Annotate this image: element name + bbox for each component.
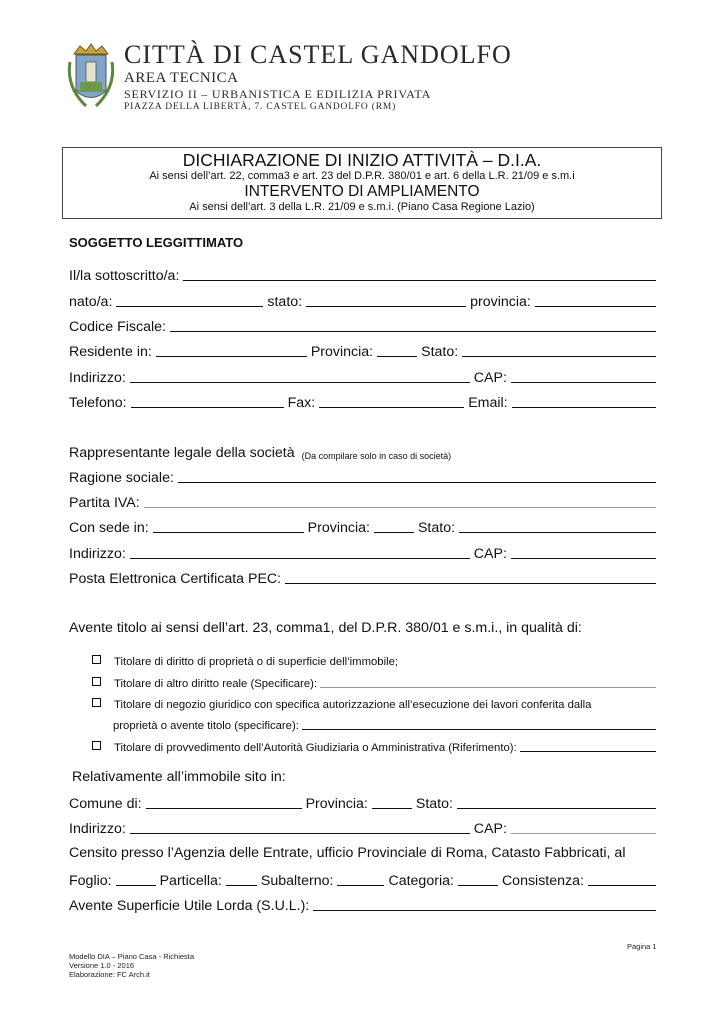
titolo-heading: Avente titolo ai sensi dell’art. 23, comma1, del D.P.R. 380/01 e s.m.i., in qualità di: [69,620,582,636]
field-partita-iva[interactable] [144,492,656,508]
row-nato [69,290,656,310]
label-stato-immobile: Stato: [415,796,453,812]
header-area: AREA TECNICA [124,70,239,86]
label-nato: nato/a: [69,294,113,310]
label-ragione-sociale: Ragione sociale: [69,470,174,486]
checkbox-negozio-giuridico[interactable] [92,698,101,707]
checkbox-diritto-reale[interactable] [92,677,101,686]
footer-info [69,952,194,979]
label-comune: Comune di: [69,796,142,812]
label-partita-iva: Partita IVA: [69,495,140,511]
section-heading-soggetto: SOGGETTO LEGGITTIMATO [69,235,244,250]
label-negozio-giuridico-cont: proprietà o avente titolo (specificare): [113,720,299,732]
field-fax[interactable] [319,392,464,408]
field-foglio[interactable] [116,870,156,886]
intervention-title: INTERVENTO DI AMPLIAMENTO [244,183,480,200]
header-city-name: CITTÀ DI CASTEL GANDOLFO [124,40,512,69]
document-title: DICHIARAZIONE DI INIZIO ATTIVITÀ – D.I.A. [182,150,542,170]
checkbox-proprieta[interactable] [92,655,101,664]
row-catasto [69,869,656,889]
field-email[interactable] [512,392,656,408]
censito-text: Censito presso l’Agenzia delle Entrate, ufficio Provinciale di Roma, Catasto Fabbricati, al [69,845,626,861]
field-indirizzo[interactable] [130,367,470,383]
label-email: Email: [468,395,508,411]
header-address: PIAZZA DELLA LIBERTÀ, 7. CASTEL GANDOLFO (RM) [124,102,397,112]
immobile-heading: Relativamente all’immobile sito in: [72,769,286,785]
row-ragione-sociale [69,466,656,486]
row-partita-iva [69,491,656,511]
field-provincia[interactable] [535,291,656,307]
label-rappresentante: Rappresentante legale della società [69,445,295,461]
label-fax: Fax: [287,395,316,411]
label-diritto-reale: Titolare di altro diritto reale (Specificare): [114,678,318,690]
option-negozio-giuridico [92,695,656,711]
label-consistenza: Consistenza: [501,873,584,889]
field-sede[interactable] [153,517,304,533]
option-diritto-reale [92,674,656,690]
city-crest-logo [66,42,116,112]
field-sottoscritto[interactable] [183,265,656,281]
label-provincia: provincia: [470,294,531,310]
field-indirizzo-societa[interactable] [130,543,470,559]
label-negozio-giuridico: Titolare di negozio giuridico con specifica autorizzazione all’esecuzione dei lavori conferita dalla [114,699,592,711]
label-sottoscritto: Il/la sottoscritto/a: [69,268,180,284]
field-nato[interactable] [116,291,263,307]
checkbox-provvedimento[interactable] [92,741,101,750]
row-indirizzo-immobile [69,817,656,837]
label-residente: Residente in: [69,344,152,360]
label-indirizzo: Indirizzo: [69,370,126,386]
label-provincia-residenza: Provincia: [310,344,374,360]
row-rappresentante [69,441,656,461]
row-indirizzo [69,366,656,386]
label-codice-fiscale: Codice Fiscale: [69,319,166,335]
field-provincia-sede[interactable] [374,517,414,533]
field-consistenza[interactable] [588,870,656,886]
label-indirizzo-immobile: Indirizzo: [69,821,126,837]
label-provvedimento: Titolare di provvedimento dell’Autorità Giudiziaria o Amministrativa (Riferimento): [114,742,517,754]
field-subalterno[interactable] [337,870,384,886]
label-stato-sede: Stato: [417,520,456,536]
footer-version: Versione 1.0 - 2016 [69,961,135,970]
header-service: SERVIZIO II – URBANISTICA E EDILIZIA PRIVATA [124,87,432,101]
row-sede [69,516,656,536]
field-cap[interactable] [511,367,656,383]
label-cap-societa: CAP: [473,546,507,562]
label-subalterno: Subalterno: [260,873,334,889]
row-sul [69,894,656,914]
field-pec[interactable] [285,568,656,584]
field-ragione-sociale[interactable] [178,467,656,483]
label-pec: Posta Elettronica Certificata PEC: [69,571,282,587]
label-stato: stato: [267,294,303,310]
field-comune[interactable] [146,793,302,809]
label-stato-residenza: Stato: [421,344,459,360]
row-contatti [69,391,656,411]
field-particella[interactable] [226,870,257,886]
option-provvedimento [92,738,656,754]
field-provincia-immobile[interactable] [372,793,412,809]
footer-author: Elaborazione: FC Arch.it [69,970,150,979]
field-cap-societa[interactable] [511,543,656,559]
row-indirizzo-societa [69,542,656,562]
label-foglio: Foglio: [69,873,112,889]
label-categoria: Categoria: [388,873,454,889]
label-proprieta: Titolare di diritto di proprietà o di superficie dell’immobile; [114,656,399,668]
field-diritto-reale[interactable] [320,675,656,688]
field-stato-sede[interactable] [459,517,656,533]
footer-model: Modello DIA – Piano Casa - Richiesta [69,952,195,961]
row-sottoscritto [69,264,656,284]
row-codice-fiscale [69,315,656,335]
field-provvedimento[interactable] [520,739,656,752]
label-cap: CAP: [473,370,507,386]
field-provincia-residenza[interactable] [377,341,417,357]
option-proprieta [92,652,656,668]
note-societa: (Da compilare solo in caso di società) [301,451,452,461]
option-negozio-giuridico-cont [113,716,656,732]
field-negozio-giuridico[interactable] [302,717,656,730]
field-stato-immobile[interactable] [457,793,656,809]
label-cap-immobile: CAP: [473,821,507,837]
label-provincia-sede: Provincia: [307,520,370,536]
row-pec [69,567,656,587]
label-sede: Con sede in: [69,520,149,536]
label-particella: Particella: [159,873,222,889]
field-codice-fiscale[interactable] [170,316,656,332]
field-telefono[interactable] [131,392,284,408]
field-residente[interactable] [156,341,307,357]
field-stato-residenza[interactable] [462,341,656,357]
page-number: Pagina 1 [627,942,657,951]
label-telefono: Telefono: [69,395,127,411]
piano-casa-reference: Ai sensi dell’art. 3 della L.R. 21/09 e s.m.i. (Piano Casa Regione Lazio) [189,201,535,213]
row-residente [69,340,656,360]
field-indirizzo-immobile[interactable] [130,818,470,834]
label-provincia-immobile: Provincia: [305,796,368,812]
field-stato[interactable] [306,291,466,307]
field-categoria[interactable] [458,870,498,886]
legal-reference: Ai sensi dell’art. 22, comma3 e art. 23 del D.P.R. 380/01 e art. 6 della L.R. 21/09 e s.m.i [149,170,575,182]
label-sul: Avente Superficie Utile Lorda (S.U.L.): [69,898,310,914]
field-sul[interactable] [313,895,656,911]
field-cap-immobile[interactable] [511,818,656,834]
title-box [62,147,662,219]
row-comune [69,792,656,812]
label-indirizzo-societa: Indirizzo: [69,546,126,562]
